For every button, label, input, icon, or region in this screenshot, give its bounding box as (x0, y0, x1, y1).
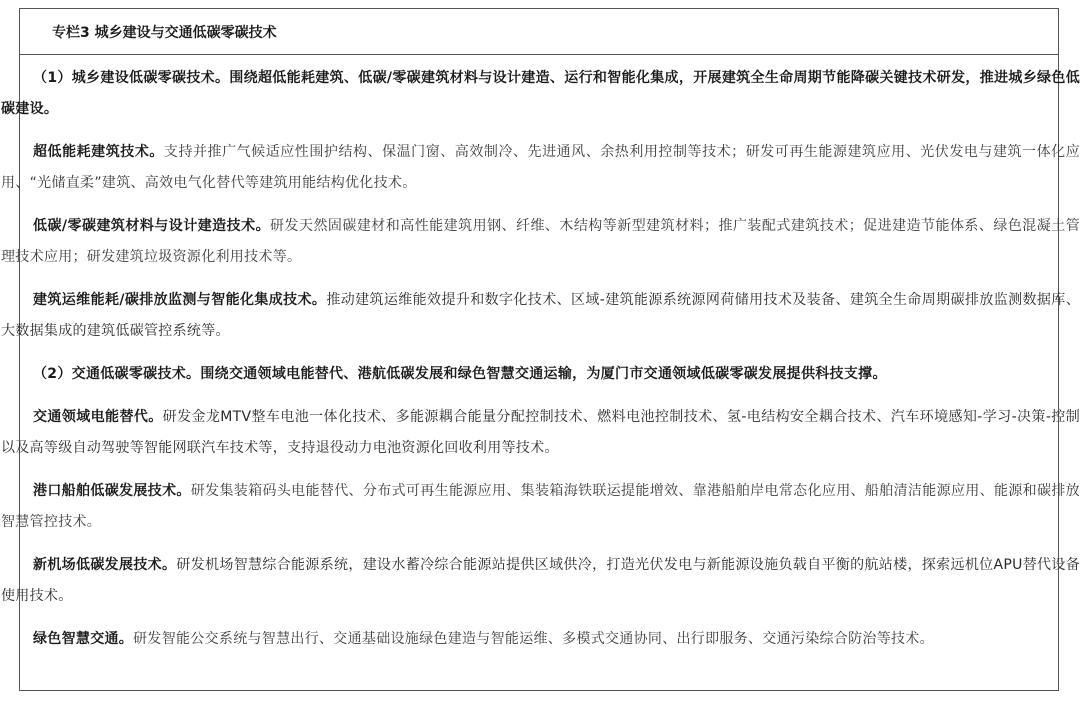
paragraph-body: 推动建筑运维能效提升和数字化技术、区域-建筑能源系统源网荷储用技术及装备、建筑全生命周期碳排放监测数据库、大数据集成的建筑低碳管控系统等。 (1, 292, 1080, 339)
column-title: 专栏3 城乡建设与交通低碳零碳技术 (52, 24, 277, 41)
paragraph-green-smart-transport (1, 624, 1080, 655)
column-header (20, 9, 1058, 55)
paragraph-body: 研发金龙MTV整车电池一体化技术、多能源耦合能量分配控制技术、燃料电池控制技术、氢-电结构安全耦合技术、汽车环境感知-学习-决策-控制以及高等级自动驾驶等智能网联汽车技术等，支持退役动力电池资源化回收利用等技术。 (1, 409, 1080, 456)
paragraph-lead: 超低能耗建筑技术。 (33, 144, 164, 160)
paragraph-body: 研发集装箱码头电能替代、分布式可再生能源应用、集装箱海铁联运提能增效、靠港船舶岸电常态化应用、船舶清洁能源应用、能源和碳排放智慧管控技术。 (1, 483, 1080, 530)
column-content (1, 55, 1080, 655)
paragraph-transport-electrification (1, 402, 1080, 464)
paragraph-body: 研发天然固碳建材和高性能建筑用钢、纤维、木结构等新型建筑材料；推广装配式建筑技术；促进建造节能体系、绿色混凝土管理技术应用；研发建筑垃圾资源化利用技术等。 (1, 218, 1080, 265)
paragraph-new-airport (1, 550, 1080, 612)
paragraph-lead: 交通领域电能替代。 (33, 409, 163, 425)
section-paragraph-urban (1, 63, 1080, 125)
paragraph-lead: （2）交通低碳零碳技术。 (33, 366, 201, 382)
paragraph-lead: 新机场低碳发展技术。 (33, 557, 177, 573)
paragraph-body: 围绕交通领域电能替代、港航低碳发展和绿色智慧交通运输，为厦门市交通领域低碳零碳发展提供科技支撑。 (200, 366, 887, 382)
paragraph-lead: 绿色智慧交通。 (33, 631, 134, 647)
paragraph-lead: 建筑运维能耗/碳排放监测与智能化集成技术。 (33, 292, 327, 308)
paragraph-lead: （1）城乡建设低碳零碳技术。 (33, 70, 230, 86)
paragraph-ultra-low-energy (1, 137, 1080, 199)
paragraph-body: 研发智能公交系统与智慧出行、交通基础设施绿色建造与智能运维、多模式交通协同、出行即服务、交通污染综合防治等技术。 (133, 631, 934, 647)
paragraph-body: 围绕超低能耗建筑、低碳/零碳建筑材料与设计建造、运行和智能化集成，开展建筑全生命周期节能降碳关键技术研发，推进城乡绿色低碳建设。 (1, 70, 1080, 117)
paragraph-body: 研发机场智慧综合能源系统，建设水蓄冷综合能源站提供区域供冷，打造光伏发电与新能源设施负载自平衡的航站楼，探索远机位APU替代设备使用技术。 (1, 557, 1080, 604)
paragraph-lead: 低碳/零碳建筑材料与设计建造技术。 (33, 218, 271, 234)
paragraph-port-shipping (1, 476, 1080, 538)
paragraph-building-operations (1, 285, 1080, 347)
section-paragraph-transport (1, 359, 1080, 390)
column-box (1, 8, 1080, 691)
paragraph-body: 支持并推广气候适应性围护结构、保温门窗、高效制冷、先进通风、余热利用控制等技术；研发可再生能源建筑应用、光伏发电与建筑一体化应用、“光储直柔”建筑、高效电气化替代等建筑用能结构优化技术。 (1, 144, 1080, 191)
paragraph-building-materials (1, 211, 1080, 273)
paragraph-lead: 港口船舶低碳发展技术。 (33, 483, 191, 499)
